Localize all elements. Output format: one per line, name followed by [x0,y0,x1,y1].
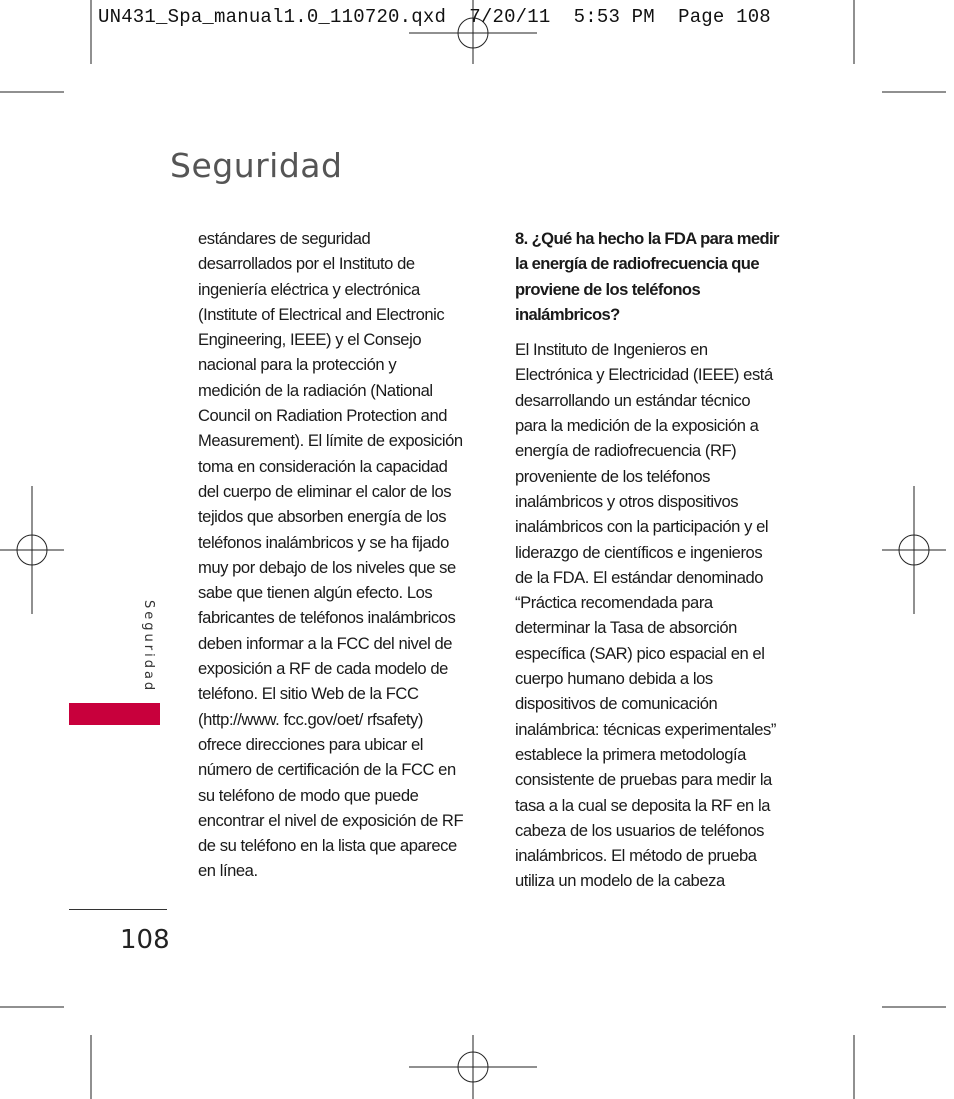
text-line: ofrece direcciones para ubicar el [198,734,423,754]
footer-rule [69,909,167,910]
left-column [198,226,463,884]
text-line: cuerpo humano debida a los [515,669,713,689]
text-line: teléfono. El sitio Web de la FCC [198,684,419,704]
text-line: tasa a la cual se deposita la RF en la [515,795,771,815]
text-line: cabeza de los usuarios de teléfonos [515,820,765,840]
text-line: Council on Radiation Protection and [198,406,447,426]
text-line: sabe que tienen algún efecto. Los [198,583,433,603]
text-line: desarrollados por el Instituto de [198,254,415,274]
text-line: muy por debajo de los niveles que se [198,557,456,577]
text-line: (Institute of Electrical and Electronic [198,304,445,324]
registration-mark-left [0,486,64,614]
registration-mark-top [409,0,537,64]
page-number: 108 [120,925,170,955]
right-column [515,226,779,894]
text-line: deben informar a la FCC del nivel de [198,633,453,653]
section-tab-bar [69,703,160,725]
text-line: dispositivos de comunicación [515,694,718,714]
text-line: tejidos que absorben energía de los [198,507,447,527]
text-line: proviene de los teléfonos [515,279,701,299]
text-line: de su teléfono en la lista que aparece [198,836,457,856]
text-line: la energía de radiofrecuencia que [515,254,759,274]
text-line: utiliza un modelo de la cabeza [515,871,725,891]
text-line: exposición a RF de cada modelo de [198,659,448,679]
text-line: fabricantes de teléfonos inalámbricos [198,608,456,628]
text-line: para la medición de la exposición a [515,416,759,436]
text-line: (http://www. fcc.gov/oet/ rfsafety) [198,709,423,729]
text-line: establece la primera metodología [515,744,746,764]
text-line: determinar la Tasa de absorción [515,618,737,638]
text-line: inalámbricos con la participación y el [515,517,769,537]
answer-text [515,337,779,894]
section-tab-label: Seguridad [141,600,156,694]
text-line: energía de radiofrecuencia (RF) [515,441,737,461]
text-line: ingeniería eléctrica y electrónica [198,279,420,299]
text-line: consistente de pruebas para medir la [515,770,772,790]
registration-mark-bottom [409,1035,537,1099]
text-line: toma en consideración la capacidad [198,456,448,476]
text-line: Engineering, IEEE) y el Consejo [198,330,422,350]
text-line: inalámbricos y otros dispositivos [515,491,739,511]
text-line: del cuerpo de eliminar el calor de los [198,481,452,501]
text-line: número de certificación de la FCC en [198,760,456,780]
page-title: Seguridad [170,146,343,185]
text-line: en línea. [198,861,258,881]
question-heading [515,226,779,327]
text-line: liderazgo de científicos e ingenieros [515,542,763,562]
text-line: El Instituto de Ingenieros en [515,340,708,360]
text-line: “Práctica recomendada para [515,593,713,613]
text-line: de la FDA. El estándar denominado [515,567,764,587]
text-line: específica (SAR) pico espacial en el [515,643,765,663]
text-line: su teléfono de modo que puede [198,785,419,805]
text-line: Measurement). El límite de exposición [198,431,463,451]
text-line: nacional para la protección y [198,355,397,375]
text-line: desarrollando un estándar técnico [515,390,751,410]
text-line: estándares de seguridad [198,229,371,248]
text-line: Electrónica y Electricidad (IEEE) está [515,365,773,385]
print-slug-header: UN431_Spa_manual1.0_110720.qxd 7/20/11 5:53 PM Page 108 [98,6,771,28]
text-line: inalámbricos? [515,304,620,324]
text-line: inalámbrica: técnicas experimentales” [515,719,776,739]
text-line: proveniente de los teléfonos [515,466,710,486]
text-line: medición de la radiación (National [198,380,433,400]
text-line: teléfonos inalámbricos y se ha fijado [198,532,449,552]
text-line: encontrar el nivel de exposición de RF [198,810,464,830]
text-line: 8. ¿Qué ha hecho la FDA para medir [515,229,779,248]
text-line: inalámbricos. El método de prueba [515,846,757,866]
registration-mark-right [882,486,946,614]
